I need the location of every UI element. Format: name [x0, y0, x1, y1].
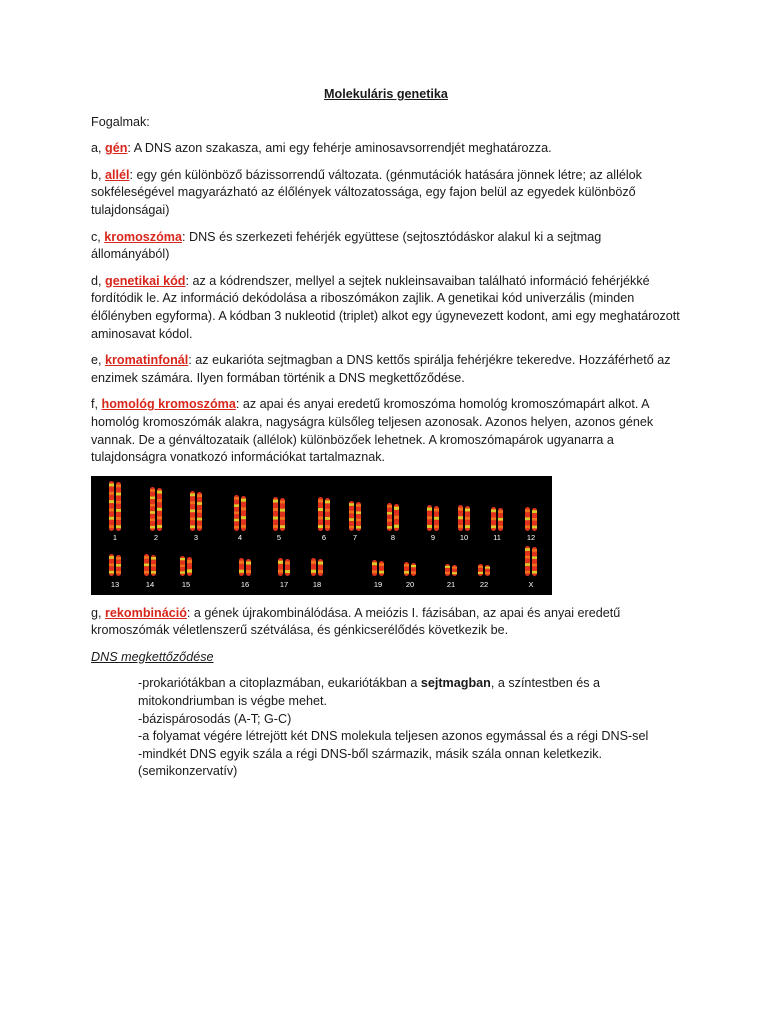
chromosome: [491, 507, 496, 531]
chromosome: [187, 557, 192, 576]
chromosome: [151, 555, 156, 576]
chromosome-number-label: 21: [446, 579, 456, 589]
chromosome: [273, 497, 278, 531]
chromosome: [387, 503, 392, 531]
chromosome: [356, 502, 361, 531]
term-kromoszoma: kromoszóma: [104, 229, 182, 244]
chromosome: [372, 560, 377, 576]
definition-prefix: e,: [91, 353, 106, 368]
definition-text: : a gének újrakombinálódása. A meiózis I. fázisában, az apai és anyai eredetű kromoszómák véletlenszerű szétválása, és génkicserélődés következik be.: [91, 605, 621, 638]
chromosome-number-label: 4: [237, 532, 243, 542]
chromosome: [157, 488, 162, 531]
chromosome: [532, 508, 537, 531]
chromosome-number-label: 19: [373, 579, 383, 589]
bold-term-sejtmag: sejtmagban: [420, 676, 491, 691]
dns-list-item: [138, 675, 681, 710]
chromosome-number-label: 15: [181, 579, 191, 589]
chromosome-number-label: 3: [193, 532, 199, 542]
document-content: [91, 86, 681, 781]
chromosome: [325, 498, 330, 531]
chromosome: [478, 564, 483, 576]
definitions-list: [91, 140, 681, 467]
chromosome-number-label: 9: [430, 532, 436, 542]
chromosome: [394, 504, 399, 531]
definition-text: : az eukarióta sejtmagban a DNS kettős spirálja fehérjékre tekeredve. Hozzáférhető az enzimek számára. Ilyen formában történik a DNS megkettőződése.: [91, 353, 671, 385]
chromosome: [525, 507, 530, 531]
chromosome: [379, 561, 384, 576]
definition-text: : az a kódrendszer, mellyel a sejtek nukleinsavaiban található információ fehérjékké fordítódik le. Az információ dekódolása a riboszómákon zajlik. A genetikai kód univerzális (minden élőlényben egyforma). A kódban 3 nukleotid (triplet) alkot egy úgynevezett kodont, ami egy meghatározott aminosavat kódol.: [91, 273, 680, 341]
term-kromatinfonal: kromatinfonál: [105, 353, 189, 368]
chromosome-number-label: 14: [145, 579, 155, 589]
chromosome: [318, 559, 323, 576]
chromosome: [311, 558, 316, 576]
chromosome: [234, 495, 239, 531]
dns-list-item: -bázispárosodás (A-T; G-C): [138, 711, 292, 726]
dns-list-item: -a folyamat végére létrejött két DNS molekula teljesen azonos egymással és a régi DNS-sel: [138, 729, 649, 744]
chromosome-number-label: 16: [240, 579, 250, 589]
definition-f: [91, 396, 681, 466]
definition-prefix: g,: [91, 605, 106, 620]
chromosome: [411, 563, 416, 576]
karyotype-image: [91, 476, 552, 595]
chromosome: [109, 481, 114, 531]
definition-a: [91, 140, 681, 158]
definition-prefix: f,: [91, 397, 102, 412]
term-allel: allél: [105, 167, 130, 182]
definition-prefix: a,: [91, 141, 106, 156]
definition-e: [91, 352, 681, 387]
chromosome-number-label: 2: [153, 532, 159, 542]
chromosome: [349, 501, 354, 531]
definition-text: : az apai és anyai eredetű kromoszóma homológ kromoszómapárt alkot. A homológ kromoszómák alakra, nagyságra külsőleg teljesen azonosak. Azonos helyen, azonos gének vannak. De a génváltozataik (allélok) különbözőek lehetnek. A kromoszómapárok ugyanarra a tulajdonságra vonatkozó információkat tartalmaznak.: [91, 397, 654, 465]
chromosome-number-label: 22: [479, 579, 489, 589]
chromosome: [445, 564, 450, 576]
definition-b: [91, 167, 681, 220]
chromosome-number-label: 18: [312, 579, 322, 589]
definition-prefix: b,: [91, 167, 106, 182]
term-gen: gén: [105, 141, 128, 156]
term-rekombinacio: rekombináció: [105, 605, 187, 620]
chromosome: [404, 562, 409, 576]
chromosome: [109, 554, 114, 576]
dns-line-text: -prokariótákban a citoplazmában, eukariótákban a: [138, 676, 421, 691]
chromosome: [241, 496, 246, 531]
chromosome-number-label: 11: [493, 532, 501, 542]
chromosome: [452, 565, 457, 576]
definition-text: : egy gén különböző bázissorrendű változata. (génmutációk hatására jönnek létre; az allélok sokféleségével magyarázható az élőlények változatossága, egy fajon belül az egyedek különböző tulajdonságai): [91, 167, 642, 217]
chromosome: [280, 498, 285, 531]
definition-c: [91, 229, 681, 264]
chromosome: [465, 506, 470, 531]
definition-text: : A DNS azon szakasza, ami egy fehérje aminosavsorrendjét meghatározza.: [127, 141, 552, 156]
chromosome: [116, 482, 121, 531]
chromosome-number-label: 10: [459, 532, 469, 542]
intro-text: Fogalmak:: [91, 114, 150, 129]
chromosome-number-label: 7: [352, 532, 358, 542]
chromosome-number-label: 12: [526, 532, 536, 542]
chromosome-number-label: 17: [279, 579, 289, 589]
page-title: Molekuláris genetika: [324, 87, 448, 101]
dns-list: [138, 675, 681, 781]
section-title-dns: DNS megkettőződése: [91, 649, 214, 664]
chromosome-number-label: 5: [276, 532, 282, 542]
chromosome: [318, 497, 323, 531]
chromosome: [434, 506, 439, 531]
chromosome-number-label: 8: [390, 532, 396, 542]
definition-prefix: c,: [91, 229, 105, 244]
chromosome-number-label: X: [528, 579, 534, 589]
dns-list-item: -mindkét DNS egyik szála a régi DNS-ből származik, másik szála onnan keletkezik. (semikonzervatív): [138, 746, 603, 779]
chromosome-number-label: 20: [405, 579, 415, 589]
dns-line-text: , a színtestben és a mitokondriumban is végbe mehet.: [138, 676, 601, 709]
chromosome: [180, 556, 185, 576]
chromosome: [150, 487, 155, 531]
chromosome: [532, 547, 537, 576]
definition-prefix: d,: [91, 273, 106, 288]
chromosome: [458, 505, 463, 531]
chromosome-number-label: 6: [321, 532, 327, 542]
definition-d: [91, 273, 681, 343]
chromosome: [485, 565, 490, 576]
chromosome: [197, 492, 202, 531]
chromosome-number-label: 1: [112, 532, 118, 542]
chromosome: [285, 559, 290, 576]
chromosome: [525, 546, 530, 576]
chromosome-number-label: 13: [110, 579, 120, 589]
chromosome: [246, 559, 251, 576]
term-genetikai-kod: genetikai kód: [105, 273, 186, 288]
chromosome: [116, 555, 121, 576]
chromosome: [427, 505, 432, 531]
karyotype-svg: [91, 476, 552, 595]
chromosome: [144, 554, 149, 576]
chromosome: [278, 558, 283, 576]
definition-g: [91, 605, 681, 640]
chromosome: [190, 491, 195, 531]
definition-text: : DNS és szerkezeti fehérjék együttese (sejtosztódáskor alakul ki a sejtmag állományából): [91, 229, 602, 262]
term-homolog-kromoszoma: homológ kromoszóma: [101, 397, 236, 412]
chromosome: [498, 508, 503, 531]
chromosome: [239, 558, 244, 576]
